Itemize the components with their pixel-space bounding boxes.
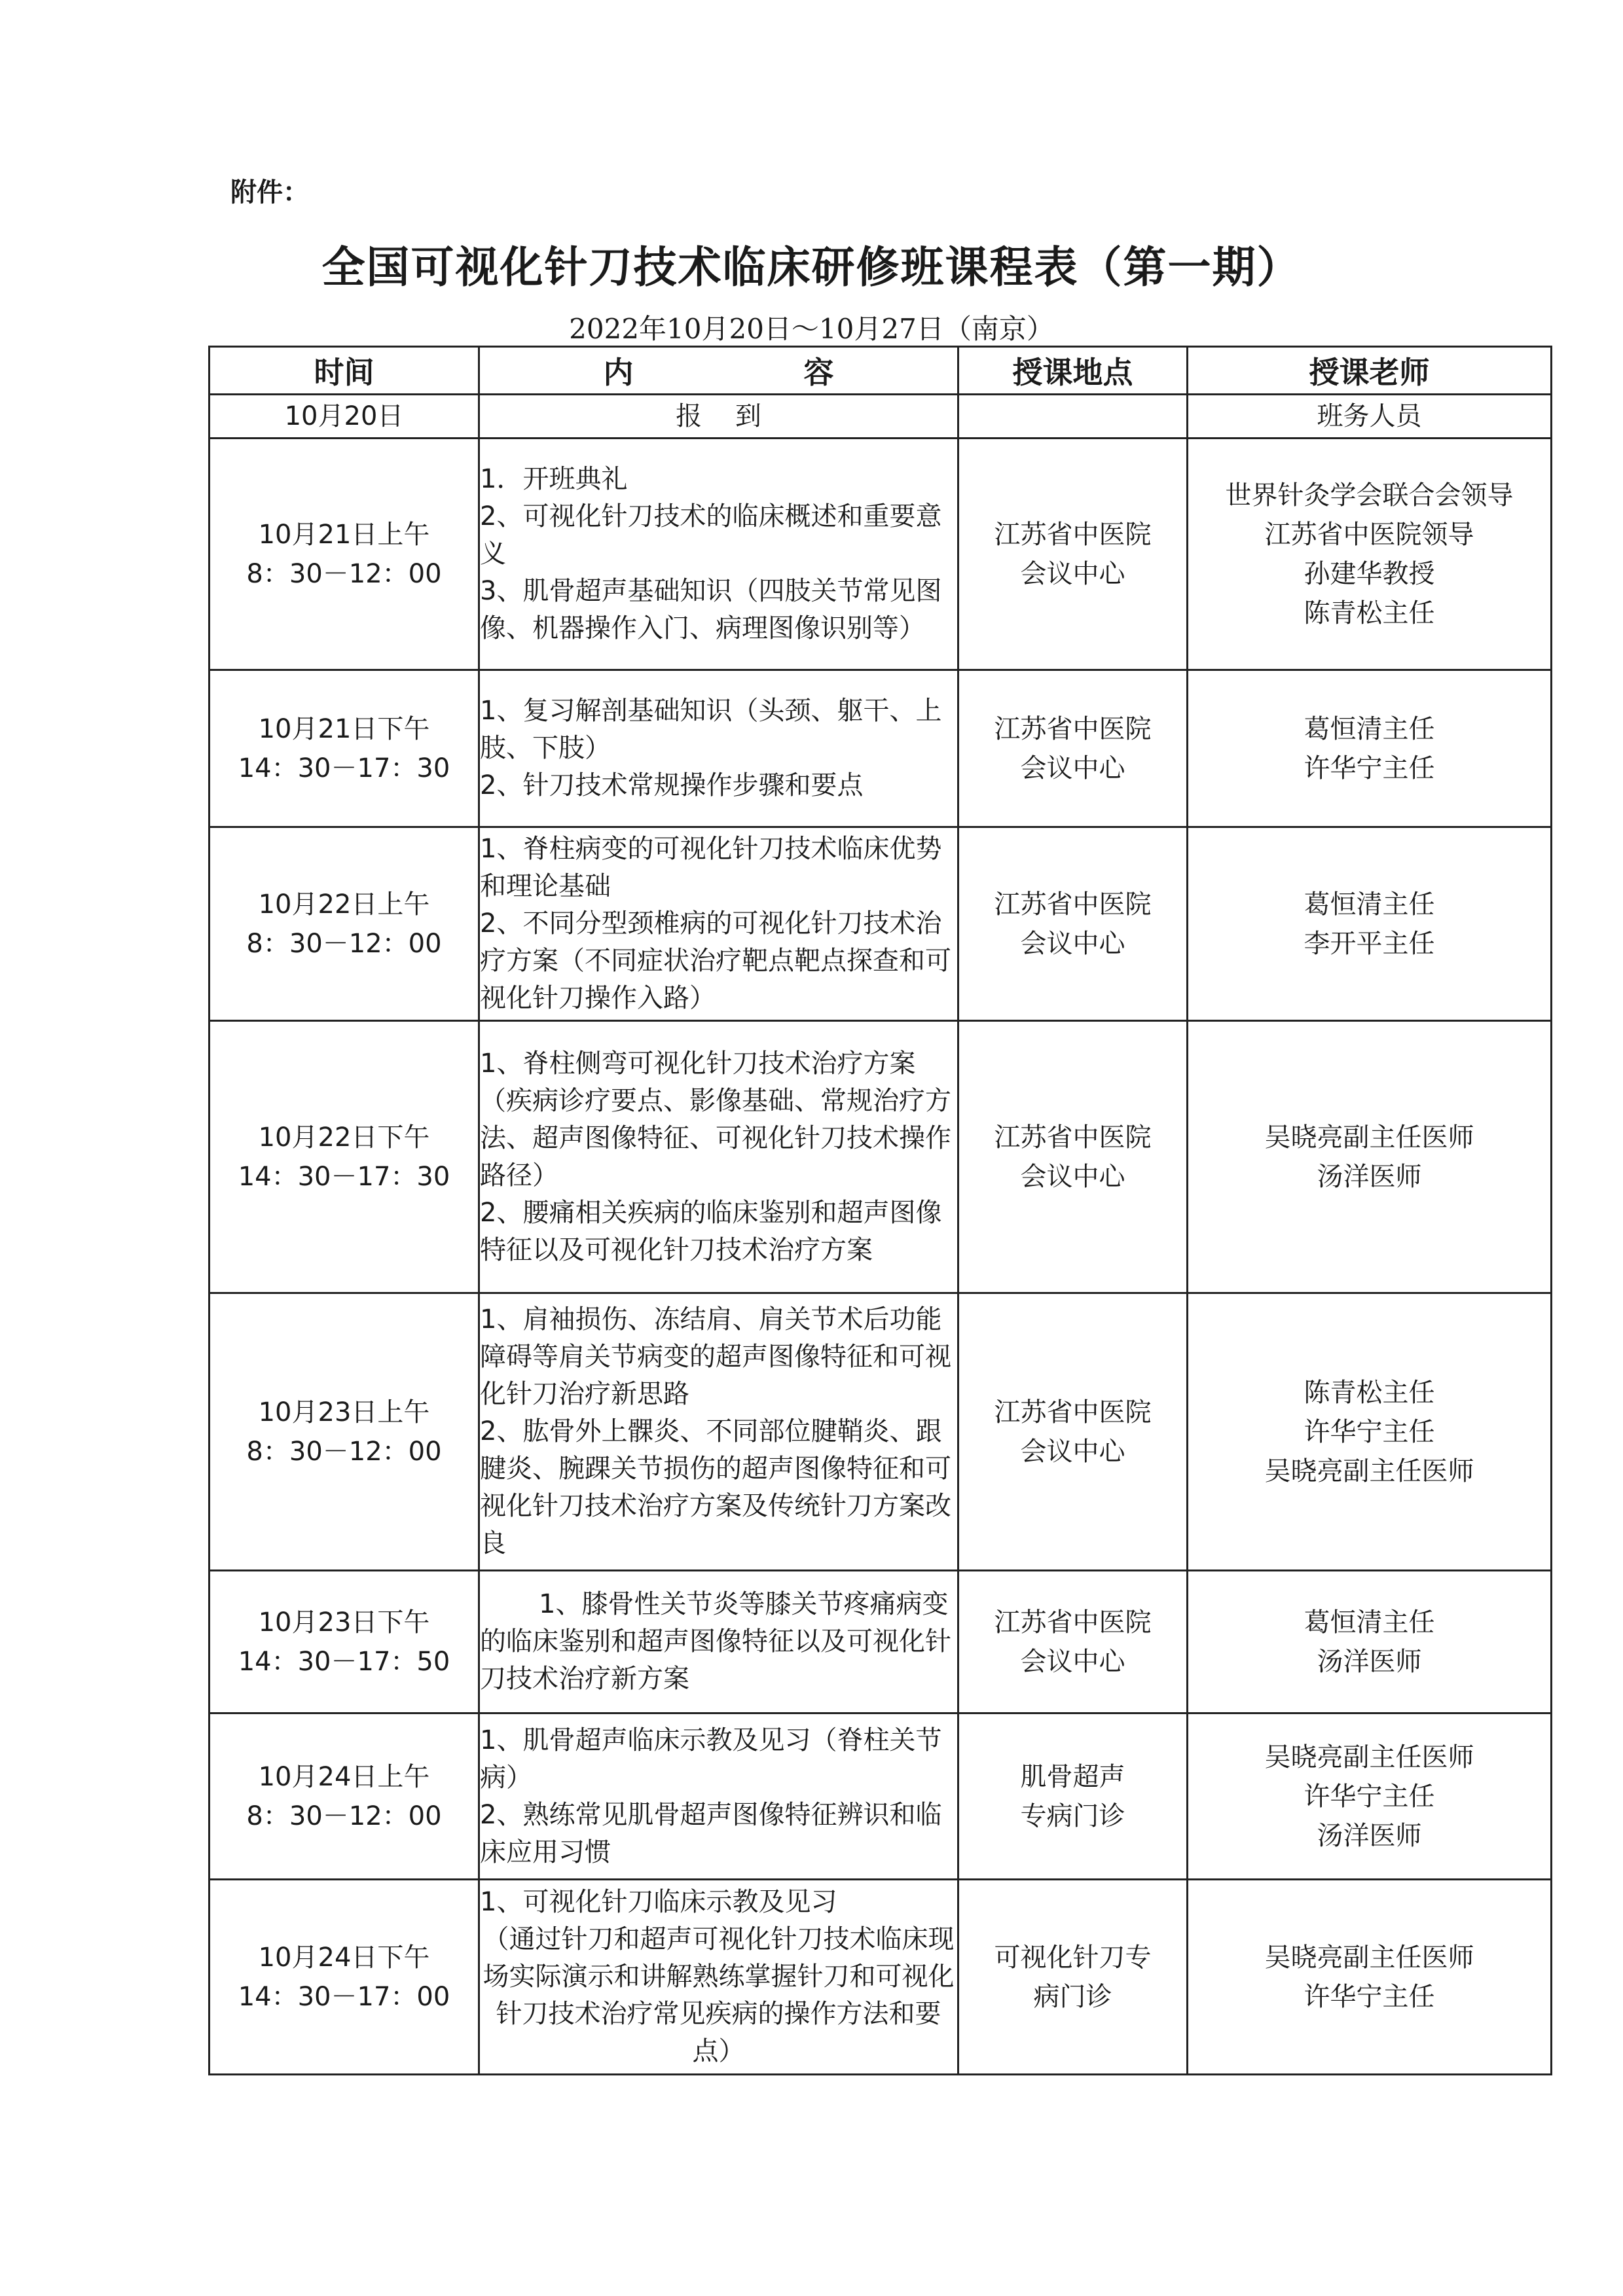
content-line: （通过针刀和超声可视化针刀技术临床现场实际演示和讲解熟练掌握针刀和可视化针刀技术治疗常见疾病的操作方法和要点） — [483, 1924, 955, 2066]
teacher-name: 许华宁主任 — [1304, 1416, 1435, 1447]
teacher-name: 许华宁主任 — [1304, 1781, 1435, 1812]
teacher-name: 吴晓亮副主任医师 — [1264, 1456, 1474, 1486]
place-cell — [958, 395, 1188, 439]
teacher-name: 陈青松主任 — [1304, 598, 1435, 628]
content-line: 2、不同分型颈椎病的可视化针刀技术治疗方案（不同症状治疗靶点靶点探查和可视化针刀操作入路） — [480, 908, 951, 1013]
content-line: 2、可视化针刀技术的临床概述和重要意义 — [480, 501, 942, 569]
place-cell — [958, 1571, 1188, 1713]
time-date: 10月24日下午 — [258, 1942, 430, 1973]
place-cell — [958, 1293, 1188, 1571]
teacher-name: 孙建华教授 — [1304, 558, 1435, 589]
teacher-name: 许华宁主任 — [1304, 753, 1435, 783]
time-date: 10月23日上午 — [258, 1397, 430, 1427]
header-content-a: 内 — [603, 355, 634, 390]
place-cell — [958, 439, 1188, 670]
teacher-cell — [1188, 827, 1552, 1021]
time-cell — [210, 395, 479, 439]
header-teacher: 授课老师 — [1188, 347, 1552, 395]
place-line: 江苏省中医院 — [994, 1397, 1152, 1427]
table-row — [210, 439, 1552, 670]
time-date: 10月20日 — [284, 401, 404, 431]
content-cell — [479, 1293, 958, 1571]
content-line: 1、可视化针刀临床示教及见习 — [480, 1887, 837, 1917]
time-range: 8：30－12：00 — [246, 1436, 442, 1467]
time-range: 14：30－17：00 — [238, 1981, 450, 2012]
teacher-name: 葛恒清主任 — [1304, 889, 1435, 920]
content-cell — [479, 1021, 958, 1293]
content-line: 3、肌骨超声基础知识（四肢关节常见图像、机器操作入门、病理图像识别等） — [480, 576, 942, 643]
content-cell — [479, 670, 958, 827]
table-row — [210, 1713, 1552, 1880]
time-range: 8：30－12：00 — [246, 558, 442, 589]
teacher-name: 葛恒清主任 — [1304, 713, 1435, 744]
time-range: 8：30－12：00 — [246, 1801, 442, 1831]
header-content — [479, 347, 958, 395]
teacher-cell — [1188, 1571, 1552, 1713]
table-row — [210, 670, 1552, 827]
time-date: 10月21日下午 — [258, 713, 430, 744]
time-cell — [210, 439, 479, 670]
content-cell — [479, 439, 958, 670]
time-date: 10月23日下午 — [258, 1607, 430, 1638]
teacher-name: 江苏省中医院领导 — [1264, 519, 1474, 550]
header-time: 时间 — [210, 347, 479, 395]
table-row — [210, 1880, 1552, 2075]
time-date: 10月22日下午 — [258, 1122, 430, 1153]
content-cell — [479, 1713, 958, 1880]
content-line: 1、脊柱侧弯可视化针刀技术治疗方案（疾病诊疗要点、影像基础、常规治疗方法、超声图像特征、可视化针刀技术操作路径） — [480, 1048, 951, 1191]
table-row — [210, 1571, 1552, 1713]
time-range: 14：30－17：30 — [238, 1161, 450, 1192]
content-cell — [479, 1571, 958, 1713]
time-cell — [210, 1880, 479, 2075]
table-row — [210, 1021, 1552, 1293]
teacher-cell — [1188, 1293, 1552, 1571]
place-line: 会议中心 — [1020, 1436, 1125, 1467]
place-cell — [958, 1880, 1188, 2075]
content-line: 1．开班典礼 — [480, 464, 628, 494]
teacher-name: 汤洋医师 — [1317, 1161, 1422, 1192]
place-line: 江苏省中医院 — [994, 713, 1152, 744]
header-place: 授课地点 — [958, 347, 1188, 395]
teacher-name: 陈青松主任 — [1304, 1377, 1435, 1408]
teacher-name: 许华宁主任 — [1304, 1981, 1435, 2012]
teacher-name: 世界针灸学会联合会领导 — [1225, 480, 1514, 511]
content-cell — [479, 827, 958, 1021]
teacher-name: 吴晓亮副主任医师 — [1264, 1122, 1474, 1153]
teacher-cell — [1188, 1880, 1552, 2075]
teacher-cell — [1188, 670, 1552, 827]
time-cell — [210, 1021, 479, 1293]
place-line: 会议中心 — [1020, 753, 1125, 783]
teacher-name: 汤洋医师 — [1317, 1820, 1422, 1851]
content-line: 2、肱骨外上髁炎、不同部位腱鞘炎、跟腱炎、腕踝关节损伤的超声图像特征和可视化针刀技术治疗方案及传统针刀方案改良 — [480, 1416, 951, 1558]
time-cell — [210, 670, 479, 827]
document-title: 全国可视化针刀技术临床研修班课程表（第一期） — [321, 242, 1302, 293]
content-line: 报 到 — [676, 401, 761, 431]
header-content-b: 容 — [803, 355, 834, 390]
place-line: 会议中心 — [1020, 1646, 1125, 1677]
place-line: 江苏省中医院 — [994, 1122, 1152, 1153]
teacher-name: 吴晓亮副主任医师 — [1264, 1742, 1474, 1772]
time-range: 14：30－17：30 — [238, 753, 450, 783]
teacher-name: 葛恒清主任 — [1304, 1607, 1435, 1638]
place-cell — [958, 1021, 1188, 1293]
place-line: 会议中心 — [1020, 928, 1125, 959]
time-date: 10月21日上午 — [258, 519, 430, 550]
place-line: 病门诊 — [1033, 1981, 1112, 2012]
content-line: 1、脊柱病变的可视化针刀技术临床优势和理论基础 — [480, 834, 942, 901]
teacher-cell — [1188, 439, 1552, 670]
document-subtitle: 2022年10月20日～10月27日（南京） — [569, 313, 1054, 345]
place-cell — [958, 827, 1188, 1021]
teacher-name: 班务人员 — [1317, 401, 1422, 431]
time-cell — [210, 1713, 479, 1880]
place-line: 会议中心 — [1020, 558, 1125, 589]
place-line: 江苏省中医院 — [994, 889, 1152, 920]
table-row — [210, 1293, 1552, 1571]
content-line: 1、膝骨性关节炎等膝关节疼痛病变的临床鉴别和超声图像特征以及可视化针刀技术治疗新方案 — [480, 1589, 951, 1694]
time-date: 10月24日上午 — [258, 1761, 430, 1792]
time-cell — [210, 827, 479, 1021]
place-line: 会议中心 — [1020, 1161, 1125, 1192]
place-line: 可视化针刀专 — [994, 1942, 1152, 1973]
teacher-name: 吴晓亮副主任医师 — [1264, 1942, 1474, 1973]
content-line: 1、复习解剖基础知识（头颈、躯干、上肢、下肢） — [480, 696, 942, 763]
table-row — [210, 827, 1552, 1021]
content-line: 2、针刀技术常规操作步骤和要点 — [480, 770, 864, 800]
place-line: 肌骨超声 — [1020, 1761, 1125, 1792]
place-line: 专病门诊 — [1020, 1801, 1125, 1831]
teacher-cell — [1188, 1021, 1552, 1293]
teacher-name: 李开平主任 — [1304, 928, 1435, 959]
time-date: 10月22日上午 — [258, 889, 430, 920]
content-cell — [479, 1880, 958, 2075]
time-cell — [210, 1571, 479, 1713]
content-line: 1、肩袖损伤、冻结肩、肩关节术后功能障碍等肩关节病变的超声图像特征和可视化针刀治疗新思路 — [480, 1304, 951, 1409]
place-cell — [958, 670, 1188, 827]
schedule-table — [208, 346, 1552, 2075]
content-line: 2、腰痛相关疾病的临床鉴别和超声图像特征以及可视化针刀技术治疗方案 — [480, 1197, 942, 1265]
place-line: 江苏省中医院 — [994, 519, 1152, 550]
table-header-row — [210, 347, 1552, 395]
attachment-label: 附件： — [230, 177, 309, 207]
content-line: 1、肌骨超声临床示教及见习（脊柱关节病） — [480, 1725, 942, 1793]
content-cell — [479, 395, 958, 439]
content-line: 2、熟练常见肌骨超声图像特征辨识和临床应用习惯 — [480, 1799, 942, 1867]
place-cell — [958, 1713, 1188, 1880]
teacher-name: 汤洋医师 — [1317, 1646, 1422, 1677]
time-cell — [210, 1293, 479, 1571]
place-line: 江苏省中医院 — [994, 1607, 1152, 1638]
table-row — [210, 395, 1552, 439]
teacher-cell — [1188, 395, 1552, 439]
time-range: 8：30－12：00 — [246, 928, 442, 959]
teacher-cell — [1188, 1713, 1552, 1880]
time-range: 14：30－17：50 — [238, 1646, 450, 1677]
